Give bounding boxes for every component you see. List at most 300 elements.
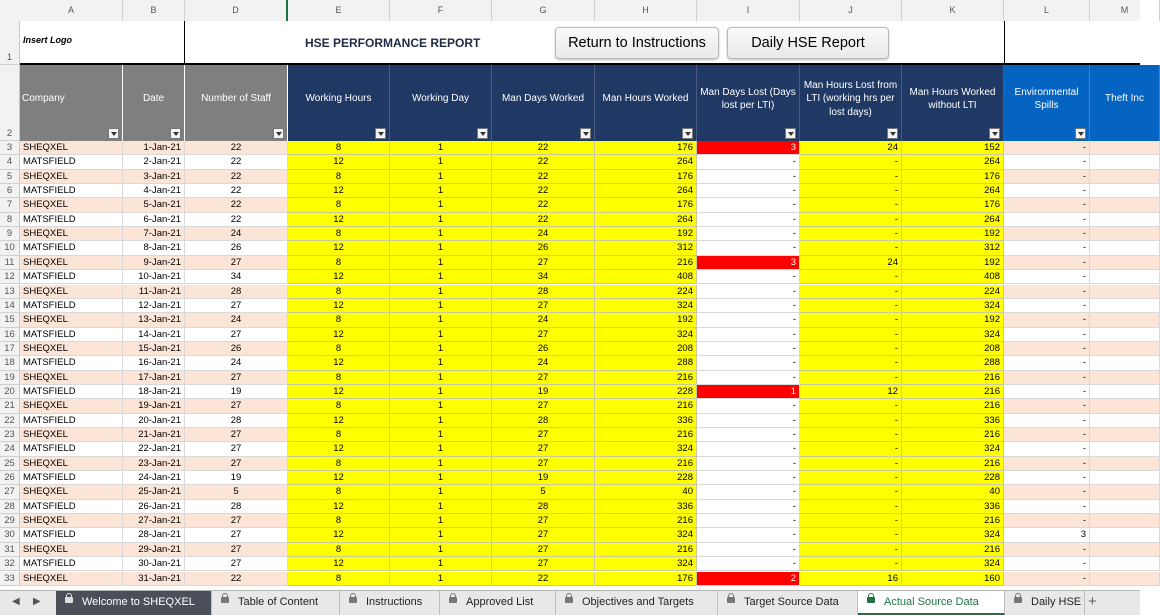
- cell[interactable]: 1: [390, 256, 492, 270]
- row-number[interactable]: 8: [0, 213, 20, 227]
- cell[interactable]: 19: [185, 385, 288, 399]
- cell[interactable]: -: [800, 428, 902, 442]
- cell[interactable]: [1090, 428, 1160, 442]
- cell[interactable]: 216: [902, 543, 1004, 557]
- cell[interactable]: SHEQXEL: [20, 485, 123, 499]
- cell[interactable]: -: [1004, 227, 1090, 241]
- cell[interactable]: -: [800, 371, 902, 385]
- cell[interactable]: 8: [288, 170, 390, 184]
- cell[interactable]: SHEQXEL: [20, 342, 123, 356]
- cell[interactable]: 27: [492, 557, 595, 571]
- cell[interactable]: 28-Jan-21: [123, 528, 185, 542]
- cell[interactable]: 324: [595, 299, 697, 313]
- cell[interactable]: 1: [390, 313, 492, 327]
- row-number[interactable]: 10: [0, 241, 20, 255]
- cell[interactable]: 19-Jan-21: [123, 399, 185, 413]
- cell[interactable]: 324: [595, 557, 697, 571]
- cell[interactable]: [1090, 170, 1160, 184]
- cell[interactable]: 176: [595, 170, 697, 184]
- cell[interactable]: 16: [800, 572, 902, 586]
- cell[interactable]: 176: [595, 572, 697, 586]
- cell[interactable]: 40: [902, 485, 1004, 499]
- cell[interactable]: 12: [288, 385, 390, 399]
- row-number[interactable]: 23: [0, 428, 20, 442]
- cell[interactable]: 216: [902, 514, 1004, 528]
- cell[interactable]: MATSFIELD: [20, 557, 123, 571]
- cell[interactable]: 3: [697, 141, 800, 155]
- cell[interactable]: SHEQXEL: [20, 572, 123, 586]
- cell[interactable]: 22: [185, 170, 288, 184]
- cell[interactable]: 22-Jan-21: [123, 442, 185, 456]
- cell[interactable]: 10-Jan-21: [123, 270, 185, 284]
- cell[interactable]: 8: [288, 572, 390, 586]
- cell[interactable]: 27: [492, 514, 595, 528]
- row-number[interactable]: 26: [0, 471, 20, 485]
- cell[interactable]: MATSFIELD: [20, 356, 123, 370]
- cell[interactable]: 1: [390, 385, 492, 399]
- cell[interactable]: -: [1004, 256, 1090, 270]
- row-number[interactable]: 20: [0, 385, 20, 399]
- row-number[interactable]: 5: [0, 170, 20, 184]
- cell[interactable]: 2: [697, 572, 800, 586]
- cell[interactable]: 18-Jan-21: [123, 385, 185, 399]
- cell[interactable]: 224: [902, 285, 1004, 299]
- cell[interactable]: 1: [390, 543, 492, 557]
- cell[interactable]: [1090, 514, 1160, 528]
- cell[interactable]: 34: [185, 270, 288, 284]
- cell[interactable]: 22: [185, 198, 288, 212]
- cell[interactable]: 14-Jan-21: [123, 328, 185, 342]
- row-number[interactable]: 17: [0, 342, 20, 356]
- cell[interactable]: 9-Jan-21: [123, 256, 185, 270]
- cell[interactable]: -: [697, 399, 800, 413]
- cell[interactable]: -: [800, 500, 902, 514]
- cell[interactable]: 12: [288, 299, 390, 313]
- cell[interactable]: 312: [902, 241, 1004, 255]
- cell[interactable]: [1090, 572, 1160, 586]
- column-header-h[interactable]: H: [595, 0, 697, 21]
- cell[interactable]: -: [800, 457, 902, 471]
- cell[interactable]: -: [1004, 442, 1090, 456]
- cell[interactable]: 336: [902, 414, 1004, 428]
- cell[interactable]: MATSFIELD: [20, 500, 123, 514]
- cell[interactable]: 264: [902, 155, 1004, 169]
- row-number[interactable]: 19: [0, 371, 20, 385]
- cell[interactable]: [1090, 471, 1160, 485]
- cell[interactable]: 22: [185, 184, 288, 198]
- cell[interactable]: SHEQXEL: [20, 198, 123, 212]
- cell[interactable]: 28: [492, 285, 595, 299]
- cell[interactable]: MATSFIELD: [20, 414, 123, 428]
- cell[interactable]: MATSFIELD: [20, 184, 123, 198]
- cell[interactable]: -: [800, 528, 902, 542]
- cell[interactable]: 8: [288, 285, 390, 299]
- filter-dropdown-icon[interactable]: [785, 128, 796, 139]
- row-number[interactable]: 32: [0, 557, 20, 571]
- row-number[interactable]: 4: [0, 155, 20, 169]
- cell[interactable]: 22: [185, 213, 288, 227]
- cell[interactable]: 176: [902, 198, 1004, 212]
- cell[interactable]: SHEQXEL: [20, 428, 123, 442]
- cell[interactable]: 176: [595, 198, 697, 212]
- cell[interactable]: -: [1004, 399, 1090, 413]
- cell[interactable]: 30-Jan-21: [123, 557, 185, 571]
- cell[interactable]: 27: [185, 543, 288, 557]
- cell[interactable]: 1: [390, 399, 492, 413]
- cell[interactable]: 216: [595, 514, 697, 528]
- cell[interactable]: [1090, 198, 1160, 212]
- cell[interactable]: 12: [288, 356, 390, 370]
- cell[interactable]: 26: [492, 342, 595, 356]
- cell[interactable]: 228: [902, 471, 1004, 485]
- cell[interactable]: 22: [492, 184, 595, 198]
- cell[interactable]: 264: [595, 184, 697, 198]
- cell[interactable]: 1: [390, 155, 492, 169]
- row-number[interactable]: 3: [0, 141, 20, 155]
- cell[interactable]: 8: [288, 457, 390, 471]
- cell[interactable]: 25-Jan-21: [123, 485, 185, 499]
- cell[interactable]: -: [697, 342, 800, 356]
- cell[interactable]: 1: [390, 500, 492, 514]
- cell[interactable]: 22: [492, 141, 595, 155]
- cell[interactable]: -: [697, 543, 800, 557]
- cell[interactable]: MATSFIELD: [20, 241, 123, 255]
- cell[interactable]: 312: [595, 241, 697, 255]
- cell[interactable]: -: [800, 285, 902, 299]
- sheet-tab[interactable]: [718, 591, 858, 615]
- cell[interactable]: 12-Jan-21: [123, 299, 185, 313]
- row-number[interactable]: 29: [0, 514, 20, 528]
- cell[interactable]: -: [1004, 170, 1090, 184]
- cell[interactable]: [1090, 457, 1160, 471]
- cell[interactable]: [1090, 399, 1160, 413]
- return-to-instructions-button[interactable]: Return to Instructions: [555, 27, 719, 59]
- cell[interactable]: 22: [492, 213, 595, 227]
- cell[interactable]: -: [697, 241, 800, 255]
- column-header-d[interactable]: D: [185, 0, 288, 21]
- column-header-b[interactable]: B: [123, 0, 185, 21]
- cell[interactable]: 324: [595, 328, 697, 342]
- cell[interactable]: 1: [390, 198, 492, 212]
- cell[interactable]: -: [800, 514, 902, 528]
- cell[interactable]: 216: [595, 256, 697, 270]
- cell[interactable]: 1: [390, 227, 492, 241]
- cell[interactable]: -: [1004, 500, 1090, 514]
- cell[interactable]: 1: [390, 371, 492, 385]
- cell[interactable]: -: [697, 514, 800, 528]
- cell[interactable]: 27: [492, 543, 595, 557]
- cell[interactable]: 192: [595, 313, 697, 327]
- cell[interactable]: -: [697, 428, 800, 442]
- cell[interactable]: 1: [390, 442, 492, 456]
- cell[interactable]: 176: [902, 170, 1004, 184]
- cell[interactable]: 8: [288, 141, 390, 155]
- cell[interactable]: 12: [288, 557, 390, 571]
- cell[interactable]: [1090, 213, 1160, 227]
- cell[interactable]: 12: [288, 528, 390, 542]
- filter-dropdown-icon[interactable]: [375, 128, 386, 139]
- cell[interactable]: 27: [492, 428, 595, 442]
- cell[interactable]: 160: [902, 572, 1004, 586]
- row-number[interactable]: 24: [0, 442, 20, 456]
- cell[interactable]: 1: [390, 471, 492, 485]
- filter-dropdown-icon[interactable]: [682, 128, 693, 139]
- cell[interactable]: -: [800, 241, 902, 255]
- cell[interactable]: -: [1004, 270, 1090, 284]
- cell[interactable]: [1090, 528, 1160, 542]
- cell[interactable]: MATSFIELD: [20, 270, 123, 284]
- cell[interactable]: 22: [185, 572, 288, 586]
- cell[interactable]: [1090, 155, 1160, 169]
- cell[interactable]: MATSFIELD: [20, 213, 123, 227]
- cell[interactable]: -: [1004, 414, 1090, 428]
- cell[interactable]: 12: [288, 471, 390, 485]
- cell[interactable]: [1090, 328, 1160, 342]
- cell[interactable]: 192: [902, 256, 1004, 270]
- column-header-g[interactable]: G: [492, 0, 595, 21]
- cell[interactable]: 264: [595, 155, 697, 169]
- cell[interactable]: -: [1004, 299, 1090, 313]
- cell[interactable]: 5: [492, 485, 595, 499]
- cell[interactable]: 336: [595, 500, 697, 514]
- cell[interactable]: 12: [288, 241, 390, 255]
- cell[interactable]: -: [800, 557, 902, 571]
- row-number[interactable]: 1: [0, 21, 20, 65]
- cell[interactable]: -: [800, 170, 902, 184]
- cell[interactable]: -: [1004, 514, 1090, 528]
- cell[interactable]: 12: [288, 184, 390, 198]
- cell[interactable]: SHEQXEL: [20, 371, 123, 385]
- cell[interactable]: 1-Jan-21: [123, 141, 185, 155]
- filter-dropdown-icon[interactable]: [887, 128, 898, 139]
- cell[interactable]: 22: [185, 141, 288, 155]
- cell[interactable]: 216: [595, 428, 697, 442]
- cell[interactable]: 1: [390, 170, 492, 184]
- sheet-tab[interactable]: [212, 591, 340, 615]
- cell[interactable]: -: [800, 184, 902, 198]
- cell[interactable]: SHEQXEL: [20, 543, 123, 557]
- cell[interactable]: 1: [390, 270, 492, 284]
- cell[interactable]: 27: [492, 328, 595, 342]
- cell[interactable]: 27: [185, 328, 288, 342]
- cell[interactable]: -: [800, 155, 902, 169]
- cell[interactable]: [1090, 557, 1160, 571]
- sheet-tab[interactable]: [1005, 591, 1085, 615]
- cell[interactable]: 24-Jan-21: [123, 471, 185, 485]
- cell[interactable]: 228: [595, 385, 697, 399]
- cell[interactable]: 152: [902, 141, 1004, 155]
- cell[interactable]: 24: [492, 356, 595, 370]
- cell[interactable]: 19: [492, 385, 595, 399]
- cell[interactable]: [1090, 241, 1160, 255]
- sheet-tab[interactable]: [440, 591, 556, 615]
- cell[interactable]: 31-Jan-21: [123, 572, 185, 586]
- cell[interactable]: 216: [595, 543, 697, 557]
- cell[interactable]: -: [800, 414, 902, 428]
- cell[interactable]: -: [800, 299, 902, 313]
- cell[interactable]: 40: [595, 485, 697, 499]
- filter-dropdown-icon[interactable]: [170, 128, 181, 139]
- row-number[interactable]: 12: [0, 270, 20, 284]
- cell[interactable]: [1090, 270, 1160, 284]
- cell[interactable]: [1090, 184, 1160, 198]
- cell[interactable]: -: [697, 500, 800, 514]
- cell[interactable]: 3: [697, 256, 800, 270]
- cell[interactable]: -: [1004, 313, 1090, 327]
- cell[interactable]: 27: [492, 442, 595, 456]
- cell[interactable]: [1090, 227, 1160, 241]
- cell[interactable]: 12: [288, 414, 390, 428]
- cell[interactable]: -: [697, 442, 800, 456]
- cell[interactable]: 8-Jan-21: [123, 241, 185, 255]
- column-header-l[interactable]: L: [1004, 0, 1090, 21]
- cell[interactable]: 27: [185, 442, 288, 456]
- filter-dropdown-icon[interactable]: [580, 128, 591, 139]
- cell[interactable]: 12: [800, 385, 902, 399]
- cell[interactable]: 408: [595, 270, 697, 284]
- cell[interactable]: 208: [595, 342, 697, 356]
- cell[interactable]: 336: [902, 500, 1004, 514]
- cell[interactable]: -: [1004, 184, 1090, 198]
- cell[interactable]: SHEQXEL: [20, 514, 123, 528]
- cell[interactable]: -: [697, 371, 800, 385]
- cell[interactable]: [1090, 543, 1160, 557]
- cell[interactable]: 27: [185, 371, 288, 385]
- cell[interactable]: 28: [185, 285, 288, 299]
- cell[interactable]: 192: [902, 313, 1004, 327]
- cell[interactable]: MATSFIELD: [20, 528, 123, 542]
- cell[interactable]: -: [800, 313, 902, 327]
- cell[interactable]: 216: [595, 399, 697, 413]
- cell[interactable]: -: [1004, 342, 1090, 356]
- cell[interactable]: 27: [492, 371, 595, 385]
- cell[interactable]: 12: [288, 155, 390, 169]
- cell[interactable]: -: [697, 471, 800, 485]
- cell[interactable]: 20-Jan-21: [123, 414, 185, 428]
- cell[interactable]: -: [800, 270, 902, 284]
- cell[interactable]: 288: [902, 356, 1004, 370]
- cell[interactable]: 24: [492, 313, 595, 327]
- filter-dropdown-icon[interactable]: [477, 128, 488, 139]
- cell[interactable]: -: [800, 442, 902, 456]
- cell[interactable]: 5-Jan-21: [123, 198, 185, 212]
- cell[interactable]: 12: [288, 500, 390, 514]
- cell[interactable]: 8: [288, 227, 390, 241]
- cell[interactable]: 27: [185, 528, 288, 542]
- cell[interactable]: 26-Jan-21: [123, 500, 185, 514]
- cell[interactable]: [1090, 385, 1160, 399]
- cell[interactable]: 27: [185, 256, 288, 270]
- cell[interactable]: -: [1004, 241, 1090, 255]
- cell[interactable]: 1: [390, 285, 492, 299]
- filter-dropdown-icon[interactable]: [989, 128, 1000, 139]
- cell[interactable]: SHEQXEL: [20, 170, 123, 184]
- cell[interactable]: 24: [185, 313, 288, 327]
- column-header-a[interactable]: A: [20, 0, 123, 21]
- cell[interactable]: -: [800, 198, 902, 212]
- cell[interactable]: 26: [492, 241, 595, 255]
- cell[interactable]: 224: [595, 285, 697, 299]
- cell[interactable]: -: [697, 485, 800, 499]
- cell[interactable]: 26: [185, 342, 288, 356]
- cell[interactable]: -: [800, 543, 902, 557]
- cell[interactable]: 192: [902, 227, 1004, 241]
- cell[interactable]: SHEQXEL: [20, 399, 123, 413]
- cell[interactable]: [1090, 285, 1160, 299]
- cell[interactable]: 17-Jan-21: [123, 371, 185, 385]
- cell[interactable]: -: [800, 399, 902, 413]
- row-number[interactable]: 2: [0, 65, 20, 141]
- sheet-tab[interactable]: [556, 591, 718, 615]
- cell[interactable]: 324: [902, 442, 1004, 456]
- cell[interactable]: 1: [390, 342, 492, 356]
- cell[interactable]: 28: [492, 414, 595, 428]
- cell[interactable]: -: [697, 299, 800, 313]
- cell[interactable]: [1090, 141, 1160, 155]
- row-number[interactable]: 30: [0, 528, 20, 542]
- cell[interactable]: 28: [492, 500, 595, 514]
- cell[interactable]: [1090, 256, 1160, 270]
- cell[interactable]: 12: [288, 270, 390, 284]
- cell[interactable]: 27: [492, 399, 595, 413]
- cell[interactable]: -: [800, 356, 902, 370]
- cell[interactable]: 26: [185, 241, 288, 255]
- row-number[interactable]: 33: [0, 572, 20, 586]
- row-number[interactable]: 15: [0, 313, 20, 327]
- cell[interactable]: 22: [185, 155, 288, 169]
- cell[interactable]: -: [800, 227, 902, 241]
- cell[interactable]: 408: [902, 270, 1004, 284]
- cell[interactable]: 8: [288, 371, 390, 385]
- cell[interactable]: 24: [185, 227, 288, 241]
- cell[interactable]: [1090, 356, 1160, 370]
- cell[interactable]: SHEQXEL: [20, 457, 123, 471]
- filter-dropdown-icon[interactable]: [273, 128, 284, 139]
- cell[interactable]: 8: [288, 399, 390, 413]
- cell[interactable]: -: [1004, 385, 1090, 399]
- cell[interactable]: 1: [390, 457, 492, 471]
- column-header-j[interactable]: J: [800, 0, 902, 21]
- cell[interactable]: 1: [390, 528, 492, 542]
- cell[interactable]: -: [1004, 572, 1090, 586]
- cell[interactable]: 8: [288, 342, 390, 356]
- cell[interactable]: 8: [288, 198, 390, 212]
- cell[interactable]: 1: [390, 356, 492, 370]
- cell[interactable]: 5: [185, 485, 288, 499]
- cell[interactable]: [1090, 371, 1160, 385]
- cell[interactable]: SHEQXEL: [20, 285, 123, 299]
- row-number[interactable]: 6: [0, 184, 20, 198]
- cell[interactable]: 15-Jan-21: [123, 342, 185, 356]
- cell[interactable]: 216: [902, 385, 1004, 399]
- daily-hse-report-button[interactable]: Daily HSE Report: [727, 27, 889, 59]
- cell[interactable]: 21-Jan-21: [123, 428, 185, 442]
- cell[interactable]: 1: [390, 485, 492, 499]
- cell[interactable]: -: [800, 328, 902, 342]
- row-number[interactable]: 14: [0, 299, 20, 313]
- row-number[interactable]: 22: [0, 414, 20, 428]
- cell[interactable]: -: [1004, 485, 1090, 499]
- cell[interactable]: MATSFIELD: [20, 442, 123, 456]
- row-number[interactable]: 27: [0, 485, 20, 499]
- cell[interactable]: 27: [185, 299, 288, 313]
- cell[interactable]: 24: [492, 227, 595, 241]
- cell[interactable]: 28: [185, 500, 288, 514]
- cell[interactable]: SHEQXEL: [20, 256, 123, 270]
- cell[interactable]: -: [697, 414, 800, 428]
- cell[interactable]: 324: [902, 299, 1004, 313]
- cell[interactable]: 28: [185, 414, 288, 428]
